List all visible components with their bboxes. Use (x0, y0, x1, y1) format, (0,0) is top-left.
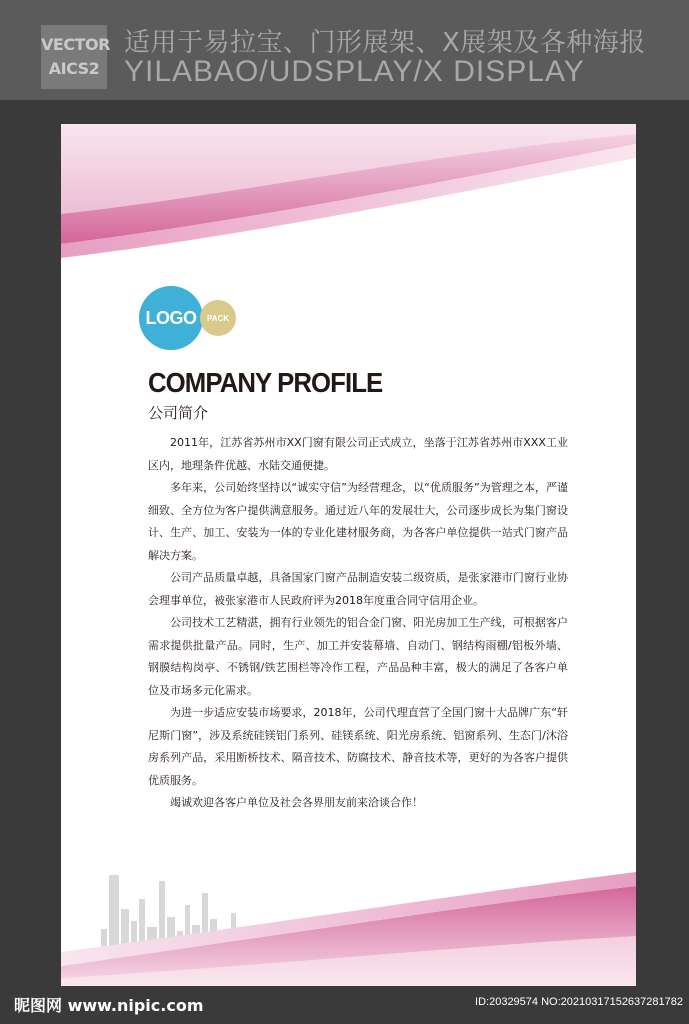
header-title-en: YILABAO/UDSPLAY/X DISPLAY (124, 55, 585, 88)
logo-circle: LOGO (139, 286, 203, 350)
paragraph: 竭诚欢迎各客户单位及社会各界朋友前来洽谈合作！ (170, 796, 423, 809)
top-wave-decoration (61, 124, 636, 264)
paragraph: 为进一步适应安装市场要求，2018年，公司代理直营了全国门窗十大品牌广东“轩尼斯门窗”，涉及系统硅镁铝门系列、硅镁系统、阳光房系统、铝窗系列、生态门/沐浴房系列产品，采用断桥技术、隔音技术、防腐技术、静音技术等，更好的为各客户提供优质服务。 (148, 706, 568, 787)
poster (61, 124, 636, 986)
paragraph: 2011年，江苏省苏州市XX门窗有限公司正式成立，坐落于江苏省苏州市XXX工业区内，地理条件优越、水陆交通便捷。 (148, 436, 568, 472)
bottom-wave-decoration (61, 866, 636, 986)
watermark-footer (0, 986, 689, 1024)
badge-line1: VECTOR (41, 35, 110, 54)
paragraph: 多年来，公司始终坚持以“诚实守信”为经营理念，以“优质服务”为管理之本，严谨细致、全方位为客户提供满意服务。通过近八年的发展壮大，公司逐步成长为集门窗设计、生产、加工、安装为一体的专业化建材服务商，为各客户单位提供一站式门窗产品解决方案。 (148, 481, 568, 562)
paragraph: 公司产品质量卓越，具备国家门窗产品制造安装二级资质，是张家港市门窗行业协会理事单位，被张家港市人民政府评为2018年度重合同守信用企业。 (148, 571, 568, 607)
profile-body (148, 432, 568, 815)
badge-line2: AICS2 (48, 59, 100, 78)
paragraph: 公司技术工艺精湛，拥有行业领先的铝合金门窗、阳光房加工生产线，可根据客户需求提供批量产品。同时，生产、加工并安装幕墙、自动门、钢结构雨棚/铝板外墙、钢膜结构岗亭、不锈钢/铁艺围栏等冷作工程，产品品种丰富，极大的满足了各客户单位及市场多元化需求。 (148, 616, 568, 697)
nipic-watermark: 昵图网 www.nipic.com (14, 996, 204, 1015)
image-id-text: ID:20329574 NO:20210317152637281782 (475, 996, 683, 1008)
profile-title-en: COMPANY PROFILE (148, 367, 383, 398)
logo-pack-circle: PACK (200, 300, 236, 336)
vector-badge (41, 25, 110, 89)
header-banner (0, 0, 689, 100)
profile-title-cn: 公司简介 (148, 404, 209, 422)
header-title-cn: 适用于易拉宝、门形展架、X展架及各种海报 (124, 28, 646, 58)
